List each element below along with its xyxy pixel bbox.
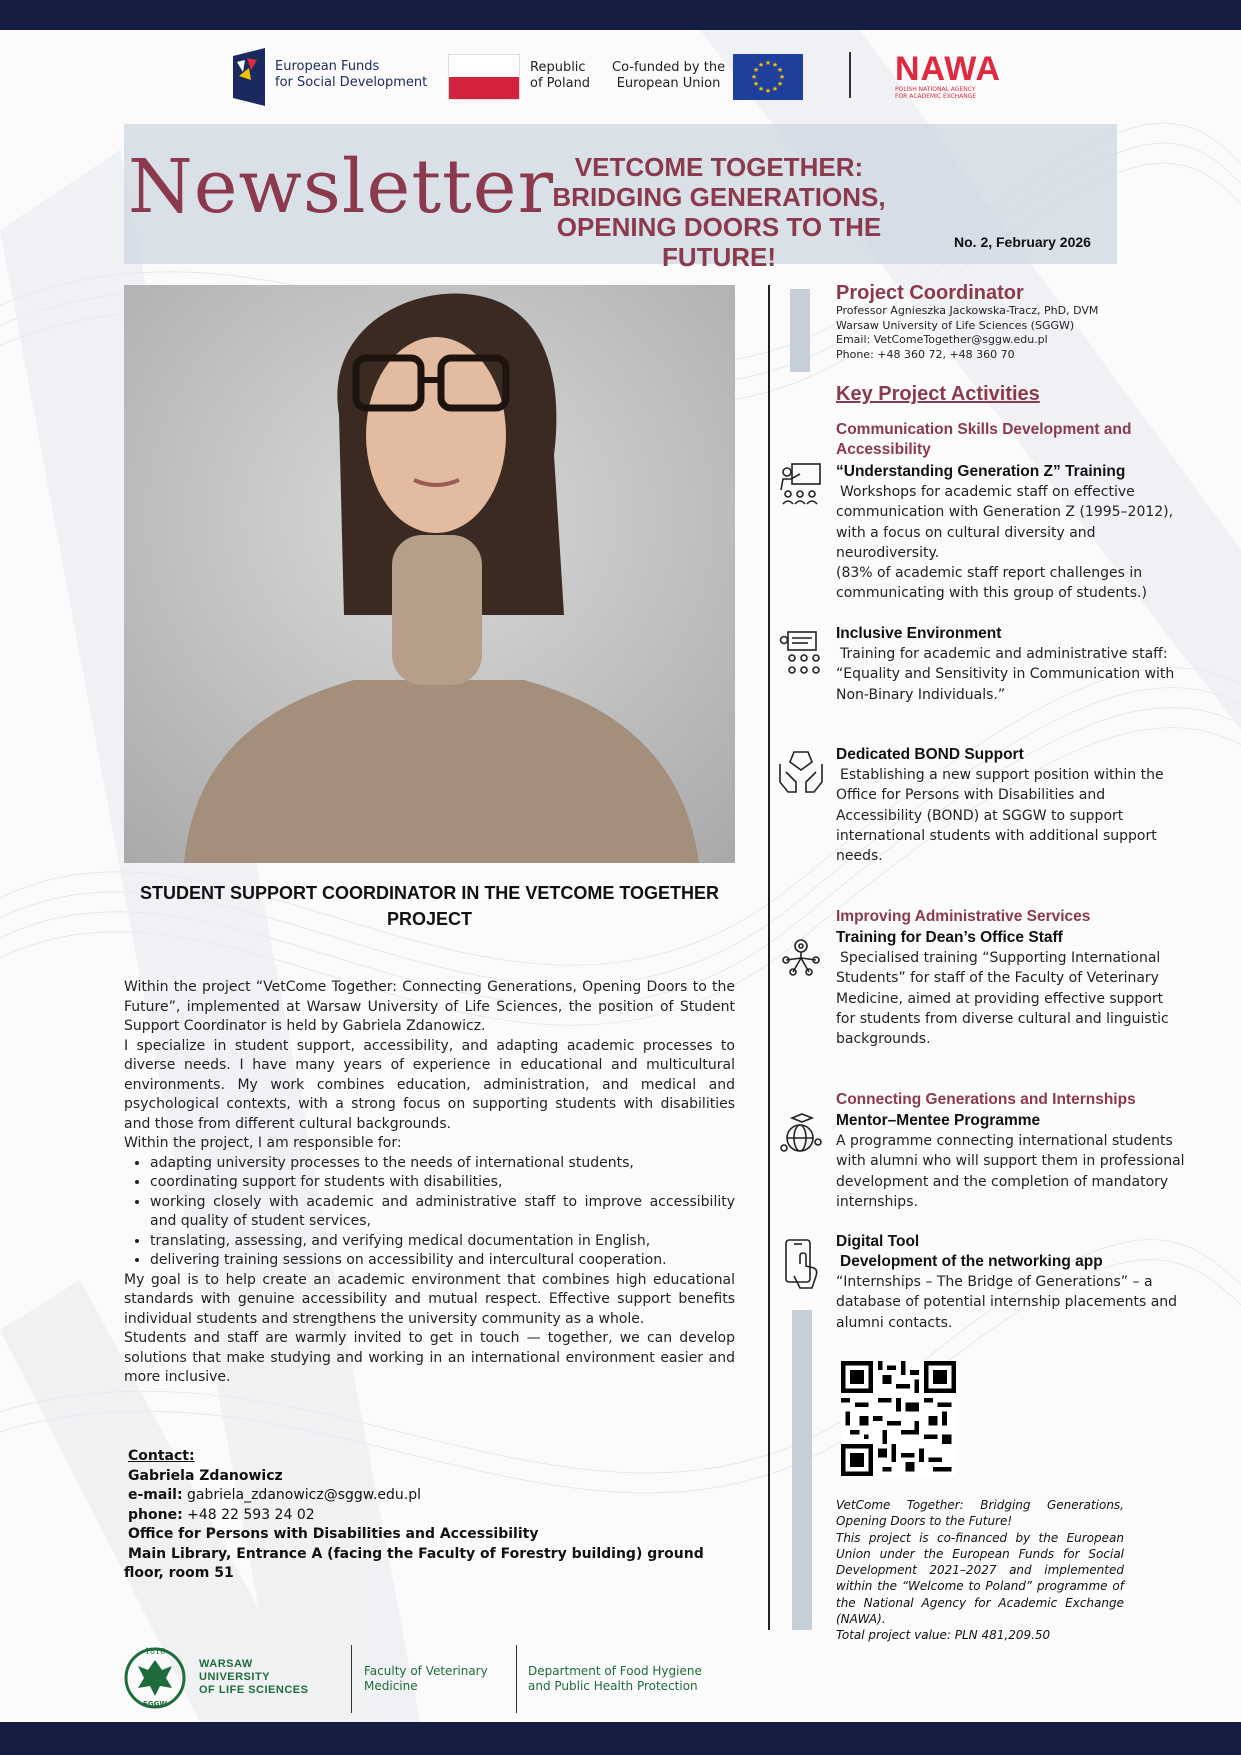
seal-letters: SGGW xyxy=(142,1700,168,1708)
key-activities-title: Key Project Activities xyxy=(836,383,1040,405)
article-title: STUDENT SUPPORT COORDINATOR IN THE VETCOME TOGETHER PROJECT xyxy=(139,883,720,929)
european-funds-logo-icon xyxy=(233,48,265,106)
activity-name: Mentor–Mentee Programme xyxy=(836,1112,1041,1129)
poland-line-1: Republic xyxy=(530,60,586,75)
activity-name: Training for Dean’s Office Staff xyxy=(836,929,1063,946)
logo-row xyxy=(0,44,1241,110)
svg-text:★: ★ xyxy=(757,61,765,69)
list-item: • coordinating support for students with disabilities, xyxy=(150,1173,735,1193)
faculty-name xyxy=(364,1664,488,1694)
classroom-icon xyxy=(778,630,824,676)
portrait-photo xyxy=(124,285,735,863)
column-divider xyxy=(768,285,770,1630)
newsletter-headline: VETCOME TOGETHER: BRIDGING GENERATIONS, OPENING DOORS TO THE FUTURE! xyxy=(552,152,886,272)
poland-text xyxy=(530,60,590,92)
department-line-1: Department of Food Hygiene xyxy=(528,1664,702,1678)
footer-divider xyxy=(516,1645,517,1713)
activity-description: Training for academic and administrative staff: “Equality and Sensitivity in Communication with Non-Binary Individuals.” xyxy=(836,646,1175,703)
activity-name: Inclusive Environment xyxy=(836,625,1002,642)
funds-line-1: European Funds xyxy=(275,59,380,74)
svg-text:★: ★ xyxy=(776,80,784,88)
activity-description: Specialised training “Supporting International Students” for staff of the Faculty of Veterinary Medicine, aimed at providing effective support for students from diverse cultural and linguistic backgrounds. xyxy=(836,950,1169,1048)
coordinator-institution: Warsaw University of Life Sciences (SGGW) xyxy=(836,318,1075,332)
activity-generation-z xyxy=(836,462,1186,604)
bottom-bar xyxy=(0,1722,1241,1755)
sggw-seal-icon xyxy=(124,1644,186,1710)
footer-divider xyxy=(351,1645,352,1713)
svg-text:★: ★ xyxy=(752,80,760,88)
svg-text:★: ★ xyxy=(764,87,772,95)
article-paragraph-5: Students and staff are warmly invited to get in touch — together, we can develop solutions that make studying and working in an international environment easier and more inclusive. xyxy=(124,1330,735,1385)
activity-name: “Understanding Generation Z” Training xyxy=(836,463,1126,480)
svg-text:★: ★ xyxy=(764,59,772,67)
section-generations: Connecting Generations and Internships xyxy=(836,1091,1136,1108)
contact-heading: Contact: xyxy=(128,1448,195,1464)
activity-mentor-mentee xyxy=(836,1111,1186,1212)
funding-disclaimer xyxy=(836,1497,1124,1644)
activity-description: “Internships – The Bridge of Generations” – a database of potential internship placements and alumni contacts. xyxy=(836,1274,1178,1331)
responsibility-list xyxy=(124,1154,735,1271)
seal-year: 1816 xyxy=(144,1647,166,1656)
contact-phone[interactable]: +48 22 593 24 02 xyxy=(187,1506,315,1523)
contact-email-link[interactable]: gabriela_zdanowicz@sggw.edu.pl xyxy=(187,1487,422,1503)
university-name xyxy=(199,1658,308,1697)
article-paragraph-4: My goal is to help create an academic environment that combines high educational standards with genuine accessibility and mutual respect. Effective support benefits individual students and strengthens the university community as a whole. xyxy=(124,1271,735,1327)
activity-description: A programme connecting international students with alumni who will support them in professional development and the completion of mandatory internships. xyxy=(836,1133,1185,1210)
activity-description: Establishing a new support position within the Office for Persons with Disabilities and Accessibility (BOND) at SGGW to support international students with additional support needs. xyxy=(836,767,1164,865)
svg-text:★: ★ xyxy=(750,73,758,81)
activity-inclusive-environment xyxy=(836,624,1186,705)
university-line-2: UNIVERSITY xyxy=(199,1671,271,1683)
email-label: e-mail: xyxy=(128,1487,183,1503)
disclaimer-title: VetCome Together: Bridging Generations, Opening Doors to the Future! xyxy=(836,1498,1124,1529)
nawa-sub-2: FOR ACADEMIC EXCHANGE xyxy=(895,93,977,100)
svg-text:★: ★ xyxy=(778,73,786,81)
svg-text:★: ★ xyxy=(776,66,784,74)
svg-text:★: ★ xyxy=(771,85,779,93)
network-people-icon xyxy=(778,936,824,982)
disclaimer-value: Total project value: PLN 481,209.50 xyxy=(836,1628,1051,1643)
activity-name: Digital Tool xyxy=(836,1233,920,1250)
disclaimer-funding: This project is co-financed by the European Union under the European Funds for Social Development 2021–2027 and implemented within the “Welcome to Poland” programme of the National Agency for Academic Exchange (NAWA). xyxy=(836,1530,1124,1627)
globe-people-icon xyxy=(778,1112,824,1158)
activity-subtitle: Development of the networking app xyxy=(840,1253,1103,1270)
svg-text:★: ★ xyxy=(771,61,779,69)
eu-text xyxy=(612,60,725,92)
section-administrative: Improving Administrative Services xyxy=(836,908,1091,925)
list-item: • delivering training sessions on accessibility and intercultural cooperation. xyxy=(150,1251,735,1271)
svg-text:★: ★ xyxy=(757,85,765,93)
phone-tap-icon xyxy=(778,1238,824,1290)
activity-deans-office xyxy=(836,928,1186,1049)
university-line-1: WARSAW xyxy=(199,1658,253,1670)
contact-office: Office for Persons with Disabilities and Accessibility xyxy=(128,1526,539,1542)
article-body xyxy=(124,978,735,1388)
activity-note: (83% of academic staff report challenges in communicating with this group of students.) xyxy=(836,565,1147,602)
poland-flag-icon xyxy=(448,54,520,100)
faculty-line-1: Faculty of Veterinary xyxy=(364,1664,488,1678)
department-line-2: and Public Health Protection xyxy=(528,1679,698,1693)
department-name xyxy=(528,1664,702,1694)
accent-bar-bottom xyxy=(792,1310,812,1630)
contact-location: Main Library, Entrance A (facing the Faculty of Forestry building) ground floor, room 51 xyxy=(124,1545,704,1581)
contact-name: Gabriela Zdanowicz xyxy=(128,1467,283,1484)
faculty-line-2: Medicine xyxy=(364,1679,418,1693)
accent-bar-top xyxy=(790,289,810,372)
activity-bond-support xyxy=(836,745,1186,866)
coordinator-details xyxy=(836,304,1098,362)
activity-name: Dedicated BOND Support xyxy=(836,746,1024,763)
coordinator-name: Professor Agnieszka Jackowska-Tracz, PhD, DVM xyxy=(836,304,1099,317)
training-icon xyxy=(778,460,824,506)
coordinator-title: Project Coordinator xyxy=(836,282,1024,304)
article-paragraph-3: Within the project, I am responsible for: xyxy=(124,1135,402,1151)
nawa-sub-1: POLISH NATIONAL AGENCY xyxy=(895,86,976,93)
list-item: • adapting university processes to the needs of international students, xyxy=(150,1154,735,1174)
article-paragraph-2: I specialize in student support, accessibility, and adapting academic processes to diverse needs. I have many years of experience in educational and multicultural environments. My work combines education, administration, and medical and psychological contexts, with a strong focus on supporting students with disabilities and those from different cultural backgrounds. xyxy=(124,1037,735,1132)
poland-line-2: of Poland xyxy=(530,76,591,91)
eu-line-1: Co-funded by the xyxy=(612,60,726,75)
university-line-3: OF LIFE SCIENCES xyxy=(199,1684,309,1696)
list-item: • translating, assessing, and verifying medical documentation in English, xyxy=(150,1232,735,1252)
european-funds-text xyxy=(275,59,427,91)
activity-description: Workshops for academic staff on effective communication with Generation Z (1995–2012), with a focus on cultural diversity and neurodiversity. xyxy=(836,484,1174,561)
list-item: • working closely with academic and administrative staff to improve accessibility and quality of student services, xyxy=(150,1193,735,1232)
coordinator-email[interactable]: Email: VetComeTogether@sggw.edu.pl xyxy=(836,333,1048,346)
issue-number: No. 2, February 2026 xyxy=(954,234,1091,250)
hands-support-icon xyxy=(778,748,824,794)
top-bar xyxy=(0,0,1241,30)
portrait-illustration xyxy=(124,285,735,863)
newsletter-title: Newsletter xyxy=(128,144,554,230)
phone-label: phone: xyxy=(128,1506,183,1523)
section-communication: Communication Skills Development and Accessibility xyxy=(836,421,1132,458)
newsletter-header xyxy=(124,124,1117,272)
nawa-word: NAWA xyxy=(895,50,1001,88)
svg-text:★: ★ xyxy=(752,66,760,74)
activity-digital-tool xyxy=(836,1232,1186,1333)
nawa-logo xyxy=(895,52,1007,102)
eu-line-2: European Union xyxy=(616,76,721,91)
funds-line-2: for Social Development xyxy=(275,75,428,90)
coordinator-phone: Phone: +48 360 72, +48 360 70 xyxy=(836,347,1015,361)
qr-code-icon[interactable] xyxy=(841,1361,956,1476)
eu-flag-icon xyxy=(733,54,803,100)
contact-block xyxy=(124,1447,739,1584)
logo-divider xyxy=(849,52,851,98)
article-paragraph-1: Within the project “VetCome Together: Connecting Generations, Opening Doors to the Future”, implemented at Warsaw University of Life Sciences, the position of Student Support Coordinator is held by Gabriela Zdanowicz. xyxy=(124,979,735,1034)
